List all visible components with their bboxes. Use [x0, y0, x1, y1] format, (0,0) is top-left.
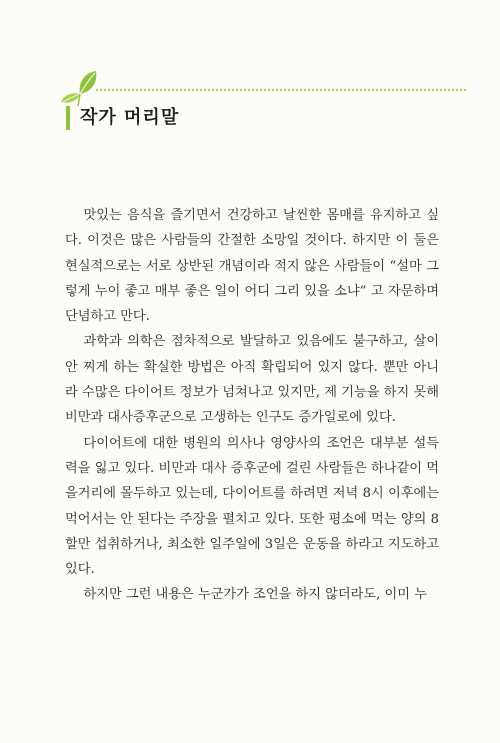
- paragraph-1: 맛있는 음식을 즐기면서 건강하고 날씬한 몸매를 유지하고 싶다. 이것은 많은 사람들의 간절한 소망일 것이다. 하지만 이 둘은 현실적으로는 서로 상반된 개념이라 적지 않은 사람들이 “설마 그렇게 누이 좋고 매부 좋은 일이 어디 그리 있을 소냐” 고 자문하며 단념하고 만다.: [65, 208, 439, 325]
- chapter-title: 작가 머리말: [80, 107, 180, 128]
- paragraph-3: 다이어트에 대한 병원의 의사나 영양사의 조언은 대부분 설득력을 잃고 있다. 비만과 대사 증후군에 걸린 사람들은 하나같이 먹을거리에 몰두하고 있는데, 다이어트를 하려면 저녁 8시 이후에는 먹어서는 안 된다는 주장을 펼치고 있다. 또한 평소에 먹는 양의 8할만 섭취하거나, 최소한 일주일에 3일은 운동을 하라고 지도하고 있다.: [65, 435, 439, 578]
- title-accent-bar: [66, 106, 70, 130]
- body-text: [65, 203, 439, 608]
- paragraph-2: 과학과 의학은 점차적으로 발달하고 있음에도 불구하고, 살이 안 찌게 하는 확실한 방법은 아직 확립되어 있지 않다. 뿐만 아니라 수많은 다이어트 정보가 넘쳐나고 있지만, 제 기능을 하지 못해 비만과 대사증후군으로 고생하는 인구도 증가일로에 있다.: [65, 334, 439, 426]
- leaf-icon: [58, 68, 102, 108]
- header-dotted-rule: [96, 89, 466, 91]
- paragraph-4: 하지만 그런 내용은 누군가가 조언을 하지 않더라도, 이미 누: [83, 587, 427, 603]
